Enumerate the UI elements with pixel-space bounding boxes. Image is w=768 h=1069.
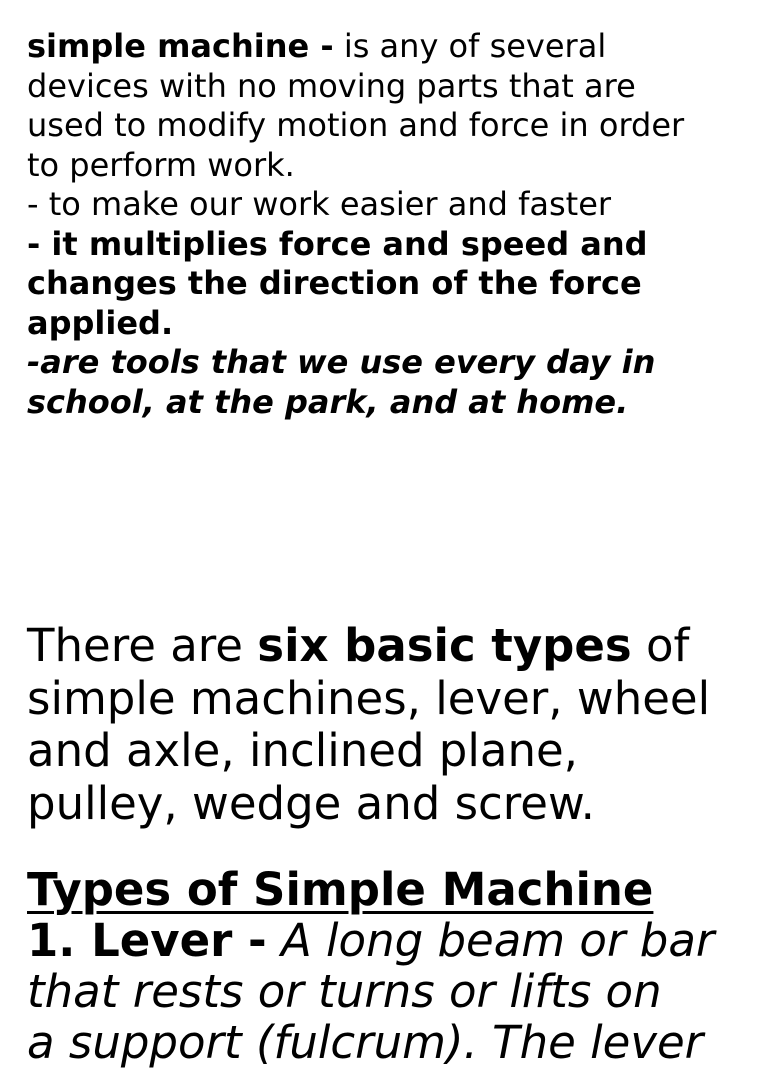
bullet-multiplies-line-3: applied. <box>27 303 174 342</box>
definition-block <box>27 27 768 422</box>
definition-line-3: used to modify motion and force in order <box>27 106 685 144</box>
bullet-tools-line-1: -are tools that we use every day in <box>27 343 656 381</box>
lever-label: 1. Lever - <box>27 914 267 967</box>
types-intro-block <box>27 620 768 830</box>
bullet-multiplies-line-2: changes the direction of the force <box>27 264 642 302</box>
types-intro-line-4: pulley, wedge and screw. <box>27 776 595 830</box>
definition-line-4: to perform work. <box>27 145 295 184</box>
definition-term: simple machine - <box>27 27 334 65</box>
types-intro-emphasis: six basic types <box>257 619 632 672</box>
types-intro-prefix: There are <box>27 619 258 672</box>
definition-line-2: devices with no moving parts that are <box>27 66 636 105</box>
types-intro-line-2: simple machines, lever, wheel <box>27 671 711 725</box>
types-intro-line-3: and axle, inclined plane, <box>27 724 578 777</box>
bullet-multiplies-line-1: - it multiplies force and speed and <box>27 224 648 263</box>
bullet-tools-line-2: school, at the park, and at home. <box>27 382 629 421</box>
bullet-easier-faster: - to make our work easier and faster <box>27 185 612 223</box>
definition-line-1 <box>27 27 768 67</box>
lever-line-1 <box>27 915 768 966</box>
lever-desc-3: a support (fulcrum). The lever <box>27 1016 704 1069</box>
section-heading: Types of Simple Machine <box>27 863 654 916</box>
lever-desc-1: A long beam or bar <box>266 914 715 967</box>
lever-desc-2: that rests or turns or lifts on <box>27 965 662 1018</box>
definition-text: is any of several <box>333 27 607 65</box>
types-intro-suffix: of <box>631 619 690 672</box>
types-section <box>27 864 768 1068</box>
types-intro-line-1 <box>27 620 768 673</box>
